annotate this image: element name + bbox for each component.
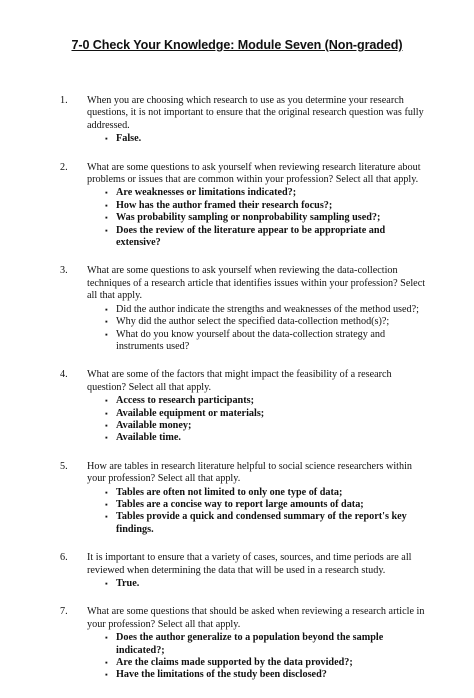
page-title: 7-0 Check Your Knowledge: Module Seven (Non-graded) xyxy=(71,38,403,52)
question-text: What are some questions to ask yourself when reviewing the data-collection techniques of a research article that identifies issues within your profession? Select all that apply. xyxy=(87,265,426,302)
question-number: 2. xyxy=(60,161,68,173)
answer-item xyxy=(105,225,430,250)
answer-list xyxy=(60,395,430,445)
square-bullet-icon: ▪ xyxy=(105,579,108,588)
answer-text: Available equipment or materials; xyxy=(116,407,265,419)
answer-item xyxy=(105,133,430,145)
answer-list xyxy=(60,578,430,590)
answer-item xyxy=(105,632,430,657)
answer-text: Does the review of the literature appear to be appropriate and extensive? xyxy=(116,224,386,249)
square-bullet-icon: ▪ xyxy=(105,134,108,144)
answer-text: Did the author indicate the strengths and weaknesses of the method used?; xyxy=(116,303,419,315)
answer-text: Available time. xyxy=(116,432,181,444)
square-bullet-icon: ▪ xyxy=(105,213,108,223)
square-bullet-icon: ▪ xyxy=(105,200,108,210)
answer-item xyxy=(105,420,430,432)
question-number: 3. xyxy=(60,265,68,277)
answer-text: Tables provide a quick and condensed summary of the report's key findings. xyxy=(116,511,407,535)
answer-item xyxy=(105,212,430,224)
answer-text: How has the author framed their research focus?; xyxy=(116,199,333,211)
square-bullet-icon: ▪ xyxy=(105,188,108,198)
square-bullet-icon: ▪ xyxy=(105,670,108,680)
question-text: What are some of the factors that might impact the feasibility of a research question? Select all that apply. xyxy=(87,369,392,393)
answer-text: Tables are a concise way to report large amounts of data; xyxy=(116,498,364,510)
square-bullet-icon: ▪ xyxy=(105,396,108,406)
square-bullet-icon: ▪ xyxy=(105,225,108,235)
square-bullet-icon: ▪ xyxy=(105,433,108,443)
question-text: It is important to ensure that a variety of cases, sources, and time periods are all reviewed when determining the data that will be used in a research study. xyxy=(87,552,412,576)
answer-text: Are the claims made supported by the data provided?; xyxy=(116,657,353,669)
question-number: 7. xyxy=(60,606,68,618)
answer-item xyxy=(105,657,430,669)
question-list xyxy=(60,95,430,698)
answer-text: What do you know yourself about the data-collection strategy and instruments used? xyxy=(116,328,386,352)
question-number: 6. xyxy=(60,552,68,564)
answer-item xyxy=(105,432,430,444)
square-bullet-icon: ▪ xyxy=(105,633,108,643)
question-number: 5. xyxy=(60,460,68,472)
square-bullet-icon: ▪ xyxy=(105,658,108,668)
answer-text: Are weaknesses or limitations indicated?; xyxy=(116,187,297,199)
question-item xyxy=(60,461,430,536)
question-number: 4. xyxy=(60,369,68,381)
answer-list xyxy=(60,187,430,249)
answer-item xyxy=(105,487,430,499)
answer-item xyxy=(105,316,430,328)
answer-list xyxy=(60,133,430,145)
square-bullet-icon: ▪ xyxy=(105,512,108,522)
question-item xyxy=(60,369,430,444)
answer-item xyxy=(105,304,430,316)
question-text: What are some questions to ask yourself when reviewing research literature about problems or issues that are common within your profession? Select all that apply. xyxy=(87,161,421,186)
answer-item xyxy=(105,187,430,199)
answer-item xyxy=(105,408,430,420)
question-item xyxy=(60,552,430,590)
square-bullet-icon: ▪ xyxy=(105,408,108,418)
answer-item xyxy=(105,511,430,536)
square-bullet-icon: ▪ xyxy=(105,304,108,314)
square-bullet-icon: ▪ xyxy=(105,487,108,497)
question-item xyxy=(60,606,430,681)
square-bullet-icon: ▪ xyxy=(105,329,108,339)
answer-text: Was probability sampling or nonprobability sampling used?; xyxy=(116,212,381,224)
answer-text: Why did the author select the specified data-collection method(s)?; xyxy=(116,316,390,328)
answer-item xyxy=(105,395,430,407)
question-text: When you are choosing which research to use as you determine your research questions, it is not important to ensure that the original research question was fully addressed. xyxy=(87,95,424,131)
answer-item xyxy=(105,329,430,354)
question-number: 1. xyxy=(60,95,68,106)
answer-text: Available money; xyxy=(116,419,192,431)
answer-text: Have the limitations of the study been disclosed? xyxy=(116,669,327,681)
square-bullet-icon: ▪ xyxy=(105,420,108,430)
square-bullet-icon: ▪ xyxy=(105,317,108,327)
answer-text: False. xyxy=(116,133,142,145)
question-text: How are tables in research literature helpful to social science researchers within your profession? Select all that apply. xyxy=(87,460,413,485)
question-item xyxy=(60,162,430,250)
question-item xyxy=(60,265,430,353)
answer-text: Tables are often not limited to only one type of data; xyxy=(116,486,343,498)
question-item xyxy=(60,95,430,146)
answer-item xyxy=(105,578,430,590)
answer-text: True. xyxy=(116,578,140,589)
answer-list xyxy=(60,632,430,682)
answer-text: Does the author generalize to a population beyond the sample indicated?; xyxy=(116,632,384,656)
answer-item xyxy=(105,200,430,212)
answer-list xyxy=(60,487,430,537)
answer-item xyxy=(105,669,430,681)
answer-item xyxy=(105,499,430,511)
answer-list xyxy=(60,304,430,354)
square-bullet-icon: ▪ xyxy=(105,499,108,509)
answer-text: Access to research participants; xyxy=(116,395,254,407)
question-text: What are some questions that should be asked when reviewing a research article in your profession? Select all that apply. xyxy=(87,606,425,630)
